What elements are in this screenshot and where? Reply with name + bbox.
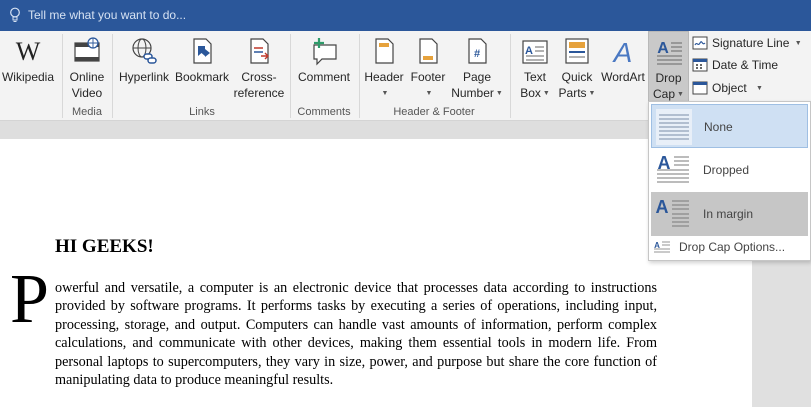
- comment-label: Comment: [297, 70, 350, 84]
- header-label: Header: [364, 70, 404, 84]
- drop-cap-options-link[interactable]: [653, 239, 785, 254]
- new-comment-icon: [310, 36, 338, 66]
- page-number-label-1: Page: [462, 70, 492, 84]
- page-number-icon: [463, 36, 491, 66]
- svg-text:A: A: [525, 45, 533, 57]
- text-box-icon: [521, 36, 549, 66]
- wordart-label: WordArt: [601, 70, 645, 84]
- calendar-icon: [692, 58, 708, 72]
- online-video-button[interactable]: [65, 31, 109, 105]
- drop-cap-in-margin-label: In margin: [703, 207, 754, 221]
- online-video-label-2: Video: [71, 86, 103, 100]
- right-gutter: [752, 261, 811, 407]
- svg-text:A: A: [654, 240, 660, 250]
- quick-parts-button[interactable]: [557, 31, 597, 105]
- drop-cap-menu: [648, 101, 811, 261]
- drop-cap-option-in-margin[interactable]: [651, 192, 808, 236]
- header-button[interactable]: [362, 31, 406, 105]
- hyperlink-button[interactable]: [116, 31, 172, 105]
- wordart-icon: [609, 36, 637, 66]
- quick-parts-label-2: Parts ▼: [558, 86, 596, 100]
- quick-parts-icon: [563, 36, 591, 66]
- cross-reference-button[interactable]: [232, 31, 286, 105]
- svg-text:#: #: [473, 48, 481, 60]
- drop-cap-icon: [655, 37, 683, 67]
- wordart-button[interactable]: [598, 31, 648, 105]
- signature-line-label: Signature Line ▼: [712, 36, 802, 50]
- footer-button[interactable]: [407, 31, 449, 105]
- tell-me-bar: [0, 0, 811, 31]
- group-label-comments: Comments: [297, 106, 351, 118]
- object-label: Object ▼: [712, 81, 763, 95]
- separator: [510, 34, 511, 118]
- object-icon: [692, 81, 708, 95]
- hyperlink-icon: [130, 36, 158, 66]
- svg-text:W: W: [15, 37, 41, 66]
- header-dropdown-caret: ▼: [381, 89, 389, 97]
- wikipedia-icon: [14, 36, 42, 66]
- quick-parts-label-1: Quick: [561, 70, 593, 84]
- header-icon: [370, 36, 398, 66]
- svg-text:A: A: [613, 37, 633, 66]
- cross-reference-icon: [245, 36, 273, 66]
- bookmark-icon: [188, 36, 216, 66]
- drop-cap-option-dropped[interactable]: [651, 148, 808, 192]
- film-icon: [73, 36, 101, 66]
- drop-cap-options-icon: [653, 240, 671, 254]
- separator: [112, 34, 113, 118]
- tell-me-input[interactable]: Tell me what you want to do...: [28, 8, 187, 22]
- group-label-links: Links: [189, 106, 215, 118]
- drop-cap-option-none[interactable]: [651, 104, 808, 148]
- bookmark-button[interactable]: [173, 31, 231, 105]
- page-number-label-2: Number ▼: [451, 86, 503, 100]
- drop-cap-letter: P: [10, 261, 49, 338]
- group-label-media: Media: [72, 106, 102, 118]
- page-number-button[interactable]: [449, 31, 505, 105]
- footer-icon: [414, 36, 442, 66]
- drop-cap-dropped-label: Dropped: [703, 163, 750, 177]
- document-body-paragraph: owerful and versatile, a computer is an electronic device that processes data according to instructions provided by software programs. It performs tasks by executing a series of operations, including input, processing, storage, and output. Computers can handle vast amounts of information, perform complex calculations, and communicate with other devices, making them essential tools in modern life. From personal laptops to supercomputers, they vary in size, power, and purpose but share the core function of manipulating data to produce meaningful results.: [55, 280, 657, 389]
- lightbulb-icon: [9, 7, 21, 23]
- drop-cap-none-icon: [656, 109, 692, 145]
- cross-reference-label-1: Cross-: [241, 70, 277, 84]
- hyperlink-label: Hyperlink: [118, 70, 169, 84]
- bookmark-label: Bookmark: [174, 70, 230, 84]
- group-label-header-footer: Header & Footer: [393, 106, 475, 118]
- drop-cap-label-1: Drop: [655, 71, 682, 85]
- svg-text:A: A: [655, 197, 669, 217]
- wikipedia-label: Wikipedia: [1, 70, 55, 84]
- svg-text:A: A: [656, 40, 669, 57]
- comment-button[interactable]: [294, 31, 354, 105]
- text-box-label-2: Box ▼: [520, 86, 550, 100]
- footer-dropdown-caret: ▼: [425, 89, 433, 97]
- svg-text:A: A: [657, 153, 671, 173]
- online-video-label-1: Online: [69, 70, 105, 84]
- document-page[interactable]: [0, 139, 752, 407]
- date-time-label: Date & Time: [712, 58, 779, 72]
- signature-line-icon: [692, 36, 708, 50]
- drop-cap-in-margin-icon: [655, 196, 691, 232]
- text-box-button[interactable]: [514, 31, 556, 105]
- drop-cap-options-label: Drop Cap Options...: [679, 239, 786, 254]
- drop-cap-label-2: Cap ▼: [653, 87, 684, 101]
- cross-reference-label-2: reference: [233, 86, 285, 100]
- drop-cap-button[interactable]: [648, 31, 689, 102]
- drop-cap-none-label: None: [704, 120, 733, 134]
- text-box-label-1: Text: [523, 70, 546, 84]
- document-heading: HI GEEKS!: [55, 236, 154, 257]
- footer-label: Footer: [410, 70, 446, 84]
- wikipedia-button[interactable]: [0, 31, 56, 105]
- drop-cap-dropped-icon: [655, 152, 691, 188]
